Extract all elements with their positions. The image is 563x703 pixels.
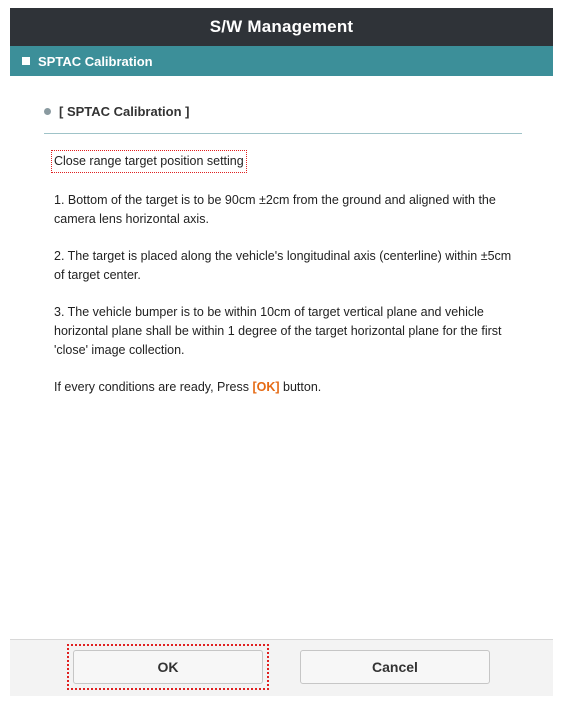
section-divider <box>44 133 522 134</box>
cancel-button[interactable]: Cancel <box>300 650 490 684</box>
instruction-line <box>54 378 524 397</box>
content-heading: Close range target position setting <box>51 150 247 173</box>
subheader-label: SPTAC Calibration <box>38 53 153 69</box>
instruction-content <box>54 150 524 415</box>
step-2: 2. The target is placed along the vehicle's longitudinal axis (centerline) within ±5cm of target center. <box>54 249 512 282</box>
step-3: 3. The vehicle bumper is to be within 10cm of target vertical plane and vehicle horizontal plane shall be within 1 degree of the target horizontal plane for the first 'close' image collection. <box>54 305 502 357</box>
bullet-dot-icon <box>44 108 51 115</box>
window-title: S/W Management <box>209 17 354 36</box>
instruction-ok-keyword: [OK] <box>252 380 280 394</box>
section-header <box>44 104 522 119</box>
window-title-bar <box>10 8 553 46</box>
subheader-bar <box>10 46 553 76</box>
ok-button[interactable]: OK <box>73 650 263 684</box>
button-footer <box>10 639 553 696</box>
instruction-suffix: button. <box>279 380 322 394</box>
step-1: 1. Bottom of the target is to be 90cm ±2cm from the ground and aligned with the camera lens horizontal axis. <box>54 193 496 226</box>
section-title: [ SPTAC Calibration ] <box>59 104 190 119</box>
square-bullet-icon <box>22 57 30 65</box>
instruction-prefix: If every conditions are ready, Press <box>54 380 253 394</box>
